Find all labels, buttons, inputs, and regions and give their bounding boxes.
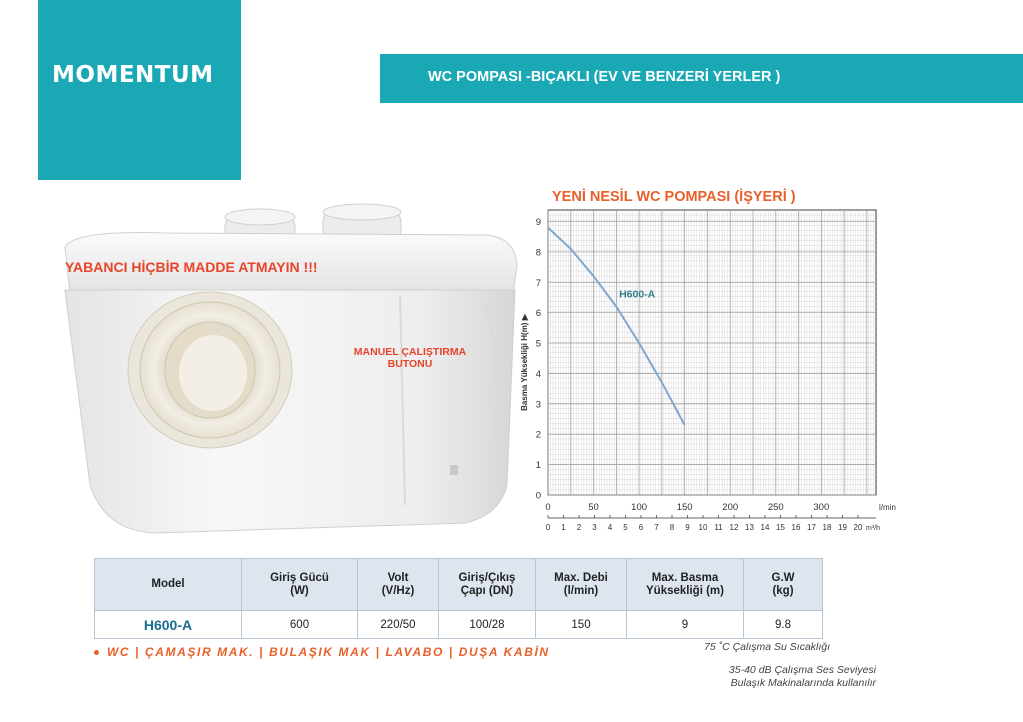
x2-tick-label: 14 <box>760 523 770 532</box>
x2-tick-label: 16 <box>791 523 801 532</box>
column-header-line: (W) <box>290 584 309 597</box>
manual-label-line1: MANUEL ÇALIŞTIRMA <box>353 346 467 358</box>
x2-tick-label: 17 <box>807 523 816 532</box>
usage-list <box>94 645 550 659</box>
table-row <box>95 611 823 639</box>
y-tick-label: 0 <box>535 490 541 502</box>
manual-button-label <box>338 346 482 370</box>
x2-tick-label: 0 <box>545 523 551 532</box>
x-tick-label: 100 <box>631 502 648 513</box>
y-tick-label: 3 <box>535 399 541 411</box>
temperature-note: 75 ˚C Çalışma Su Sıcaklığı <box>704 641 831 653</box>
page-title: WC POMPASI -BIÇAKLI (EV VE BENZERİ YERLER ) <box>428 69 781 85</box>
spec-table <box>94 558 823 639</box>
x2-tick-label: 4 <box>607 523 613 532</box>
table-cell: 9.8 <box>744 611 823 639</box>
wc-pump-image <box>45 185 525 555</box>
table-cell: 220/50 <box>358 611 439 639</box>
column-header-line: Max. Basma <box>651 571 719 584</box>
column-header-line: Model <box>151 578 185 590</box>
x2-tick-label: 13 <box>745 523 754 532</box>
x-tick-label: 200 <box>722 502 739 513</box>
y-tick-label: 7 <box>535 277 541 289</box>
header-bar <box>380 54 1023 103</box>
x2-tick-label: 18 <box>822 523 832 532</box>
table-cell: 100/28 <box>439 611 536 639</box>
x2-tick-label: 5 <box>623 523 628 532</box>
column-header-line: Yüksekliği (m) <box>646 584 724 597</box>
y-axis-label: Basma Yüksekliği H(m) ▶ <box>520 314 529 411</box>
noise-note <box>690 664 876 690</box>
y-tick-label: 6 <box>535 308 541 320</box>
y-tick-label: 4 <box>535 368 541 380</box>
table-cell: 9 <box>627 611 744 639</box>
warning-text: YABANCI HİÇBİR MADDE ATMAYIN !!! <box>65 259 318 275</box>
x-tick-label: 150 <box>676 502 693 513</box>
x2-tick-label: 12 <box>729 523 739 532</box>
noise-note-line2: Bulaşık Makinalarında kullanılır <box>730 677 876 689</box>
chart-title: YENİ NESİL WC POMPASI (İŞYERİ ) <box>552 189 796 205</box>
column-header-line: Volt <box>387 571 409 584</box>
x-tick-label: 250 <box>767 502 784 513</box>
usage-text: WC | ÇAMAŞIR MAK. | BULAŞIK MAK | LAVABO | DUŞA KABİN <box>107 645 550 659</box>
x2-tick-label: 8 <box>669 523 675 532</box>
y-tick-label: 5 <box>535 338 541 350</box>
x2-axis-label: m³/h <box>866 525 880 532</box>
column-header <box>95 559 242 611</box>
column-header-line: (V/Hz) <box>381 584 415 597</box>
x2-tick-label: 6 <box>638 523 644 532</box>
column-header-line: Giriş/Çıkış <box>458 571 516 584</box>
model-cell: H600-A <box>95 611 242 639</box>
x-tick-label: 300 <box>813 502 830 513</box>
manual-label-line2: BUTONU <box>387 358 433 370</box>
column-header-line: Giriş Gücü <box>270 571 329 584</box>
x-tick-label: 0 <box>545 502 551 513</box>
x-tick-label: 50 <box>588 502 599 513</box>
x2-tick-label: 15 <box>776 523 785 532</box>
column-header <box>536 559 627 611</box>
column-header-line: G.W <box>771 571 795 584</box>
table-cell: 150 <box>536 611 627 639</box>
column-header <box>439 559 536 611</box>
y-tick-label: 8 <box>535 247 541 259</box>
column-header-line: Çapı (DN) <box>460 584 514 597</box>
column-header <box>627 559 744 611</box>
column-header-line: (kg) <box>772 584 794 597</box>
table-header-row <box>95 559 823 611</box>
logo-panel <box>38 0 241 180</box>
x2-tick-label: 9 <box>685 523 690 532</box>
x2-tick-label: 7 <box>654 523 659 532</box>
brand-logo: MOMENTUM <box>52 62 214 88</box>
x2-tick-label: 2 <box>576 523 582 532</box>
column-header <box>242 559 358 611</box>
table-cell: 600 <box>242 611 358 639</box>
x2-tick-label: 11 <box>714 523 723 532</box>
performance-chart <box>515 205 896 550</box>
y-tick-label: 2 <box>535 429 541 441</box>
y-tick-label: 9 <box>535 217 541 229</box>
x2-tick-label: 10 <box>698 523 708 532</box>
noise-note-line1: 35-40 dB Çalışma Ses Seviyesi <box>728 664 876 676</box>
x2-tick-label: 1 <box>561 523 566 532</box>
column-header <box>744 559 823 611</box>
x2-tick-label: 3 <box>592 523 597 532</box>
x-axis-label: l/min <box>879 503 896 512</box>
x2-tick-label: 20 <box>853 523 863 532</box>
y-tick-label: 1 <box>535 460 541 472</box>
bullet-icon <box>94 650 99 655</box>
column-header-line: (l/min) <box>563 584 599 597</box>
series-label: H600-A <box>619 288 656 301</box>
x2-tick-label: 19 <box>838 523 847 532</box>
column-header-line: Max. Debi <box>554 571 608 584</box>
column-header <box>358 559 439 611</box>
